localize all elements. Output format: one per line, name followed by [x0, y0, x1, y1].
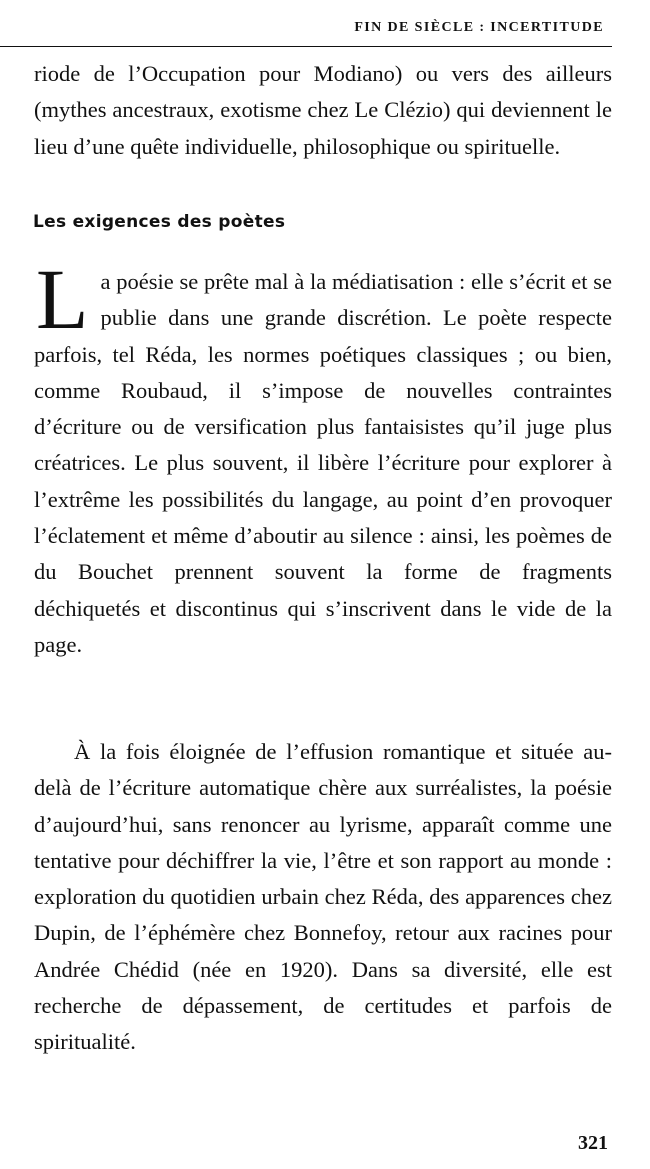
paragraph-poetry-conclusion: À la fois éloignée de l’effusion romantique et située au-delà de l’écriture automatique chère aux surréalistes, la poésie d’aujourd’hui, sans renoncer au lyrisme, apparaît comme une tentative pour déchiffrer la vie, l’être et son rapport au monde : exploration du quotidien urbain chez Réda, des apparences chez Dupin, de l’éphémère chez Bonnefoy, retour aux racines pour Andrée Chédid (née en 1920). Dans sa diversité, elle est recherche de dépassement, de certitudes et parfois de spiritualité.	[34, 739, 612, 1055]
section-heading: Les exigences des poètes	[33, 212, 286, 232]
paragraph-poetry-intro-text: a poésie se prête mal à la médiatisation : elle s’écrit et se publie dans une grande discrétion. Le poète respecte parfois, tel Réda, les normes poétiques classiques ; ou bien, comme Roubaud, il s’impose de nouvelles contraintes d’écriture ou de versification plus fantaisistes qu’il juge plus créatrices. Le plus souvent, il libère l’écriture pour explorer à l’extrême les possibilités du langage, au point d’en provoquer l’éclatement et même d’aboutir au silence : ainsi, les poèmes de du Bouchet prennent souvent la forme de fragments déchiquetés et discontinus qui s’inscrivent dans le vide de la page.	[34, 269, 612, 657]
running-head: FIN DE SIÈCLE : INCERTITUDE	[354, 20, 604, 35]
drop-cap: L	[36, 251, 89, 347]
header-rule	[0, 46, 612, 47]
paragraph-poetry-intro	[34, 251, 612, 663]
page-number: 321	[578, 1132, 608, 1154]
paragraph-continuation: riode de l’Occupation pour Modiano) ou vers des ailleurs (mythes ancestraux, exotisme chez Le Clézio) qui deviennent le lieu d’une quête individuelle, philosophique ou spirituelle.	[34, 61, 612, 159]
